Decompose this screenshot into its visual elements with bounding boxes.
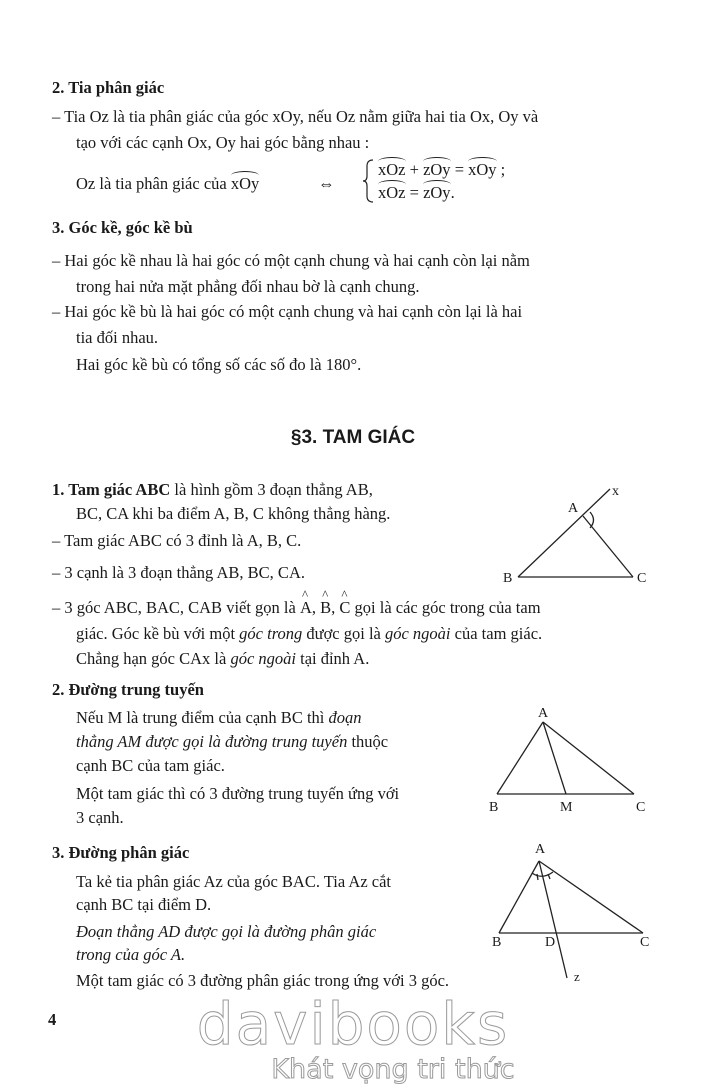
paragraph-line: trong của góc A. <box>76 945 186 964</box>
paragraph-line: BC, CA khi ba điểm A, B, C không thẳng hàng. <box>76 504 391 523</box>
text: của tam giác. <box>450 624 543 643</box>
text: tại đỉnh A. <box>295 649 370 668</box>
paragraph-line: Hai góc kề bù có tổng số các số đo là 180°. <box>76 355 362 374</box>
label-m: M <box>560 800 573 815</box>
label-a: A <box>538 706 549 721</box>
figure-triangle-median <box>497 722 634 794</box>
angle-xoy: xOy <box>468 160 497 179</box>
heading-trung-tuyen: 2. Đường trung tuyến <box>52 680 204 699</box>
figure-triangle-bisector <box>499 861 643 978</box>
watermark-tagline: Khát vọng tri thức <box>271 1054 515 1085</box>
paragraph-line: – Tam giác ABC có 3 đỉnh là A, B, C. <box>52 531 302 550</box>
equivalence-symbol: ⇔ <box>318 174 335 193</box>
text: Chẳng hạn góc CAx là <box>76 649 231 668</box>
formula-text: Oz là tia phân giác của <box>76 174 231 193</box>
text: góc ngoài <box>384 624 451 643</box>
label-z: z <box>574 969 580 984</box>
text: gọi là các góc trong của tam <box>350 598 541 617</box>
paragraph-line: Đoạn thẳng AD được gọi là đường phân giác <box>76 922 377 941</box>
label-d: D <box>545 935 556 950</box>
item-number: 1. <box>52 480 69 499</box>
paragraph-line: – Tia Oz là tia phân giác của góc xOy, nếu Oz nằm giữa hai tia Ox, Oy và <box>52 107 539 126</box>
angle-xoz: xOz <box>378 183 406 202</box>
text: giác. Góc kề bù với một <box>76 624 240 643</box>
paragraph-line: – Hai góc kề nhau là hai góc có một cạnh chung và hai cạnh còn lại nằm <box>52 251 530 270</box>
angle-zoy: zOy <box>423 183 451 202</box>
paragraph-line: Một tam giác có 3 đường phân giác trong ứng với 3 góc. <box>76 971 450 990</box>
label-c: C <box>636 800 646 815</box>
text: được gọi là <box>302 624 385 643</box>
period: . <box>450 183 455 202</box>
paragraph-line: tia đối nhau. <box>76 328 159 347</box>
angle-c: ^ C <box>339 598 350 618</box>
paragraph-line: trong hai nửa mặt phẳng đối nhau bờ là cạnh chung. <box>76 277 420 296</box>
paragraph-line: Ta kẻ tia phân giác Az của góc BAC. Tia Az cắt <box>76 872 392 891</box>
label-b: B <box>503 571 513 586</box>
paragraph-line: cạnh BC của tam giác. <box>76 756 225 775</box>
label-c: C <box>637 571 647 586</box>
page-number: 4 <box>48 1010 57 1029</box>
paragraph-line: tạo với các cạnh Ox, Oy hai góc bằng nhau : <box>76 133 370 152</box>
text: thuộc <box>347 732 389 751</box>
text: đoạn <box>328 708 362 727</box>
text: Nếu M là trung điểm của cạnh BC thì <box>76 708 329 727</box>
angle-xoy: xOy <box>230 174 260 193</box>
angle-b: ^ B <box>320 598 331 618</box>
paragraph-line: – 3 cạnh là 3 đoạn thẳng AB, BC, CA. <box>52 563 305 582</box>
term: Tam giác ABC <box>68 480 171 499</box>
paragraph-line: – Hai góc kề bù là hai góc có một cạnh chung và hai cạnh còn lại là hai <box>52 302 523 321</box>
text: , <box>331 598 340 617</box>
text: góc ngoài <box>230 649 296 668</box>
chapter-title: §3. TAM GIÁC <box>290 427 416 448</box>
semicolon: ; <box>496 160 506 179</box>
paragraph-line: cạnh BC tại điểm D. <box>76 895 212 914</box>
paragraph-line: Một tam giác thì có 3 đường trung tuyến ứng với <box>76 784 400 803</box>
text: là hình gồm 3 đoạn thẳng AB, <box>170 480 373 499</box>
angle-zoy: zOy <box>423 160 451 179</box>
paragraph-line: 3 cạnh. <box>76 808 124 827</box>
watermark-brand: davibooks <box>196 990 510 1058</box>
text: – 3 góc ABC, BAC, CAB viết gọn là <box>52 598 300 617</box>
text: thẳng AM được gọi là đường trung tuyến <box>76 732 348 751</box>
equals: = <box>405 183 424 202</box>
angle-a: ^ A <box>300 598 312 618</box>
angle-xoz: xOz <box>378 160 406 179</box>
text: , <box>311 598 321 617</box>
equals: = <box>450 160 469 179</box>
heading-tia-phan-giac: 2. Tia phân giác <box>52 78 165 97</box>
heading-goc-ke: 3. Góc kề, góc kề bù <box>52 218 193 237</box>
text: góc trong <box>239 624 303 643</box>
label-a: A <box>568 501 579 516</box>
label-x: x <box>612 484 619 499</box>
label-c: C <box>640 935 650 950</box>
plus: + <box>405 160 424 179</box>
label-b: B <box>489 800 499 815</box>
label-a: A <box>535 842 546 857</box>
heading-phan-giac: 3. Đường phân giác <box>52 843 190 862</box>
label-b: B <box>492 935 502 950</box>
